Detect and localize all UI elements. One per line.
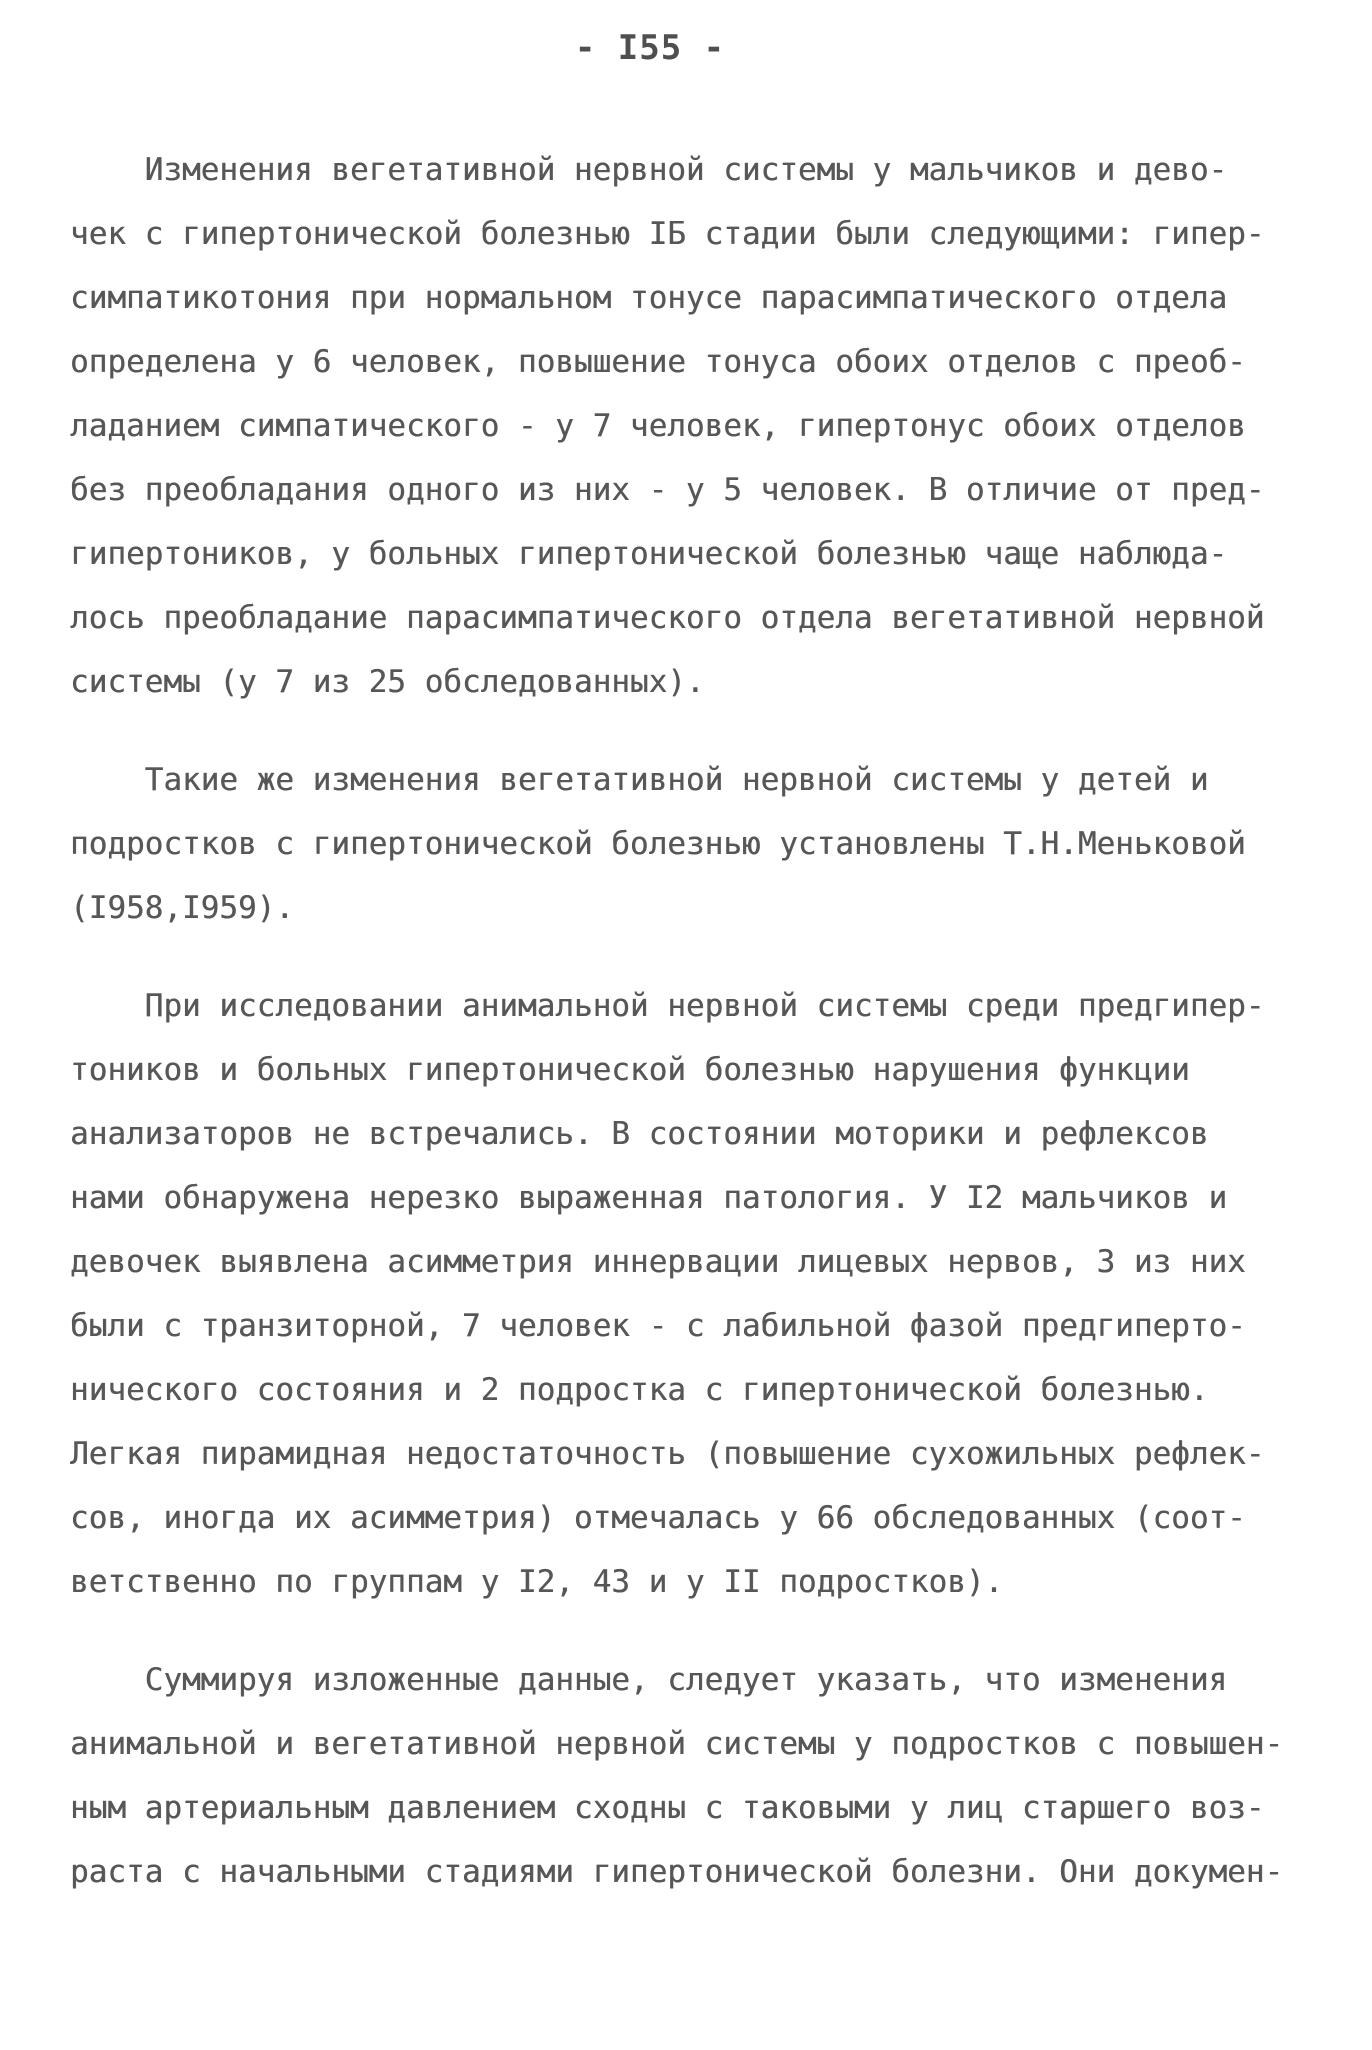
text-line: системы (у 7 из 25 обследованных). [70, 664, 705, 700]
text-line: симпатикотония при нормальном тонусе парасимпатического отдела [70, 280, 1228, 316]
paragraph [70, 974, 1310, 1614]
text-line: Изменения вегетативной нервной системы у мальчиков и дево- [70, 152, 1228, 188]
text-line: без преобладания одного из них - у 5 человек. В отличие от пред- [70, 472, 1265, 508]
text-line: Такие же изменения вегетативной нервной системы у детей и [70, 762, 1209, 798]
paragraph [70, 1648, 1310, 1904]
text-line: чек с гипертонической болезнью IБ стадии были следующими: гипер- [70, 216, 1265, 252]
text-line: анализаторов не встречались. В состоянии моторики и рефлексов [70, 1116, 1209, 1152]
text-line: определена у 6 человек, повышение тонуса обоих отделов с преоб- [70, 344, 1246, 380]
page-number: - I55 - [574, 28, 726, 68]
text-line: (I958,I959). [70, 890, 294, 926]
text-line: были с транзиторной, 7 человек - с лабильной фазой предгиперто- [70, 1308, 1246, 1344]
text-line: нами обнаружена нерезко выраженная патология. У I2 мальчиков и [70, 1180, 1228, 1216]
text-line: При исследовании анимальной нервной системы среди предгипер- [70, 988, 1265, 1024]
text-line: подростков с гипертонической болезнью установлены Т.Н.Меньковой [70, 826, 1246, 862]
body-text [70, 138, 1310, 1904]
text-line: нического состояния и 2 подростка с гипертонической болезнью. [70, 1372, 1209, 1408]
text-line: сов, иногда их асимметрия) отмечалась у 66 обследованных (соот- [70, 1500, 1246, 1536]
text-line: девочек выявлена асимметрия иннервации лицевых нервов, 3 из них [70, 1244, 1246, 1280]
text-line: лось преобладание парасимпатического отдела вегетативной нервной [70, 600, 1265, 636]
text-line: ветственно по группам у I2, 43 и у II подростков). [70, 1564, 1004, 1600]
paragraph [70, 748, 1310, 940]
text-line: Легкая пирамидная недостаточность (повышение сухожильных рефлек- [70, 1436, 1265, 1472]
text-line: Суммируя изложенные данные, следует указать, что изменения [70, 1662, 1228, 1698]
text-line: ладанием симпатического - у 7 человек, гипертонус обоих отделов [70, 408, 1246, 444]
text-line: анимальной и вегетативной нервной системы у подростков с повышен- [70, 1726, 1284, 1762]
paragraph [70, 138, 1310, 714]
text-line: гипертоников, у больных гипертонической болезнью чаще наблюда- [70, 536, 1228, 572]
text-line: тоников и больных гипертонической болезнью нарушения функции [70, 1052, 1190, 1088]
text-line: раста с начальными стадиями гипертонической болезни. Они докумен- [70, 1854, 1284, 1890]
text-line: ным артериальным давлением сходны с таковыми у лиц старшего воз- [70, 1790, 1265, 1826]
